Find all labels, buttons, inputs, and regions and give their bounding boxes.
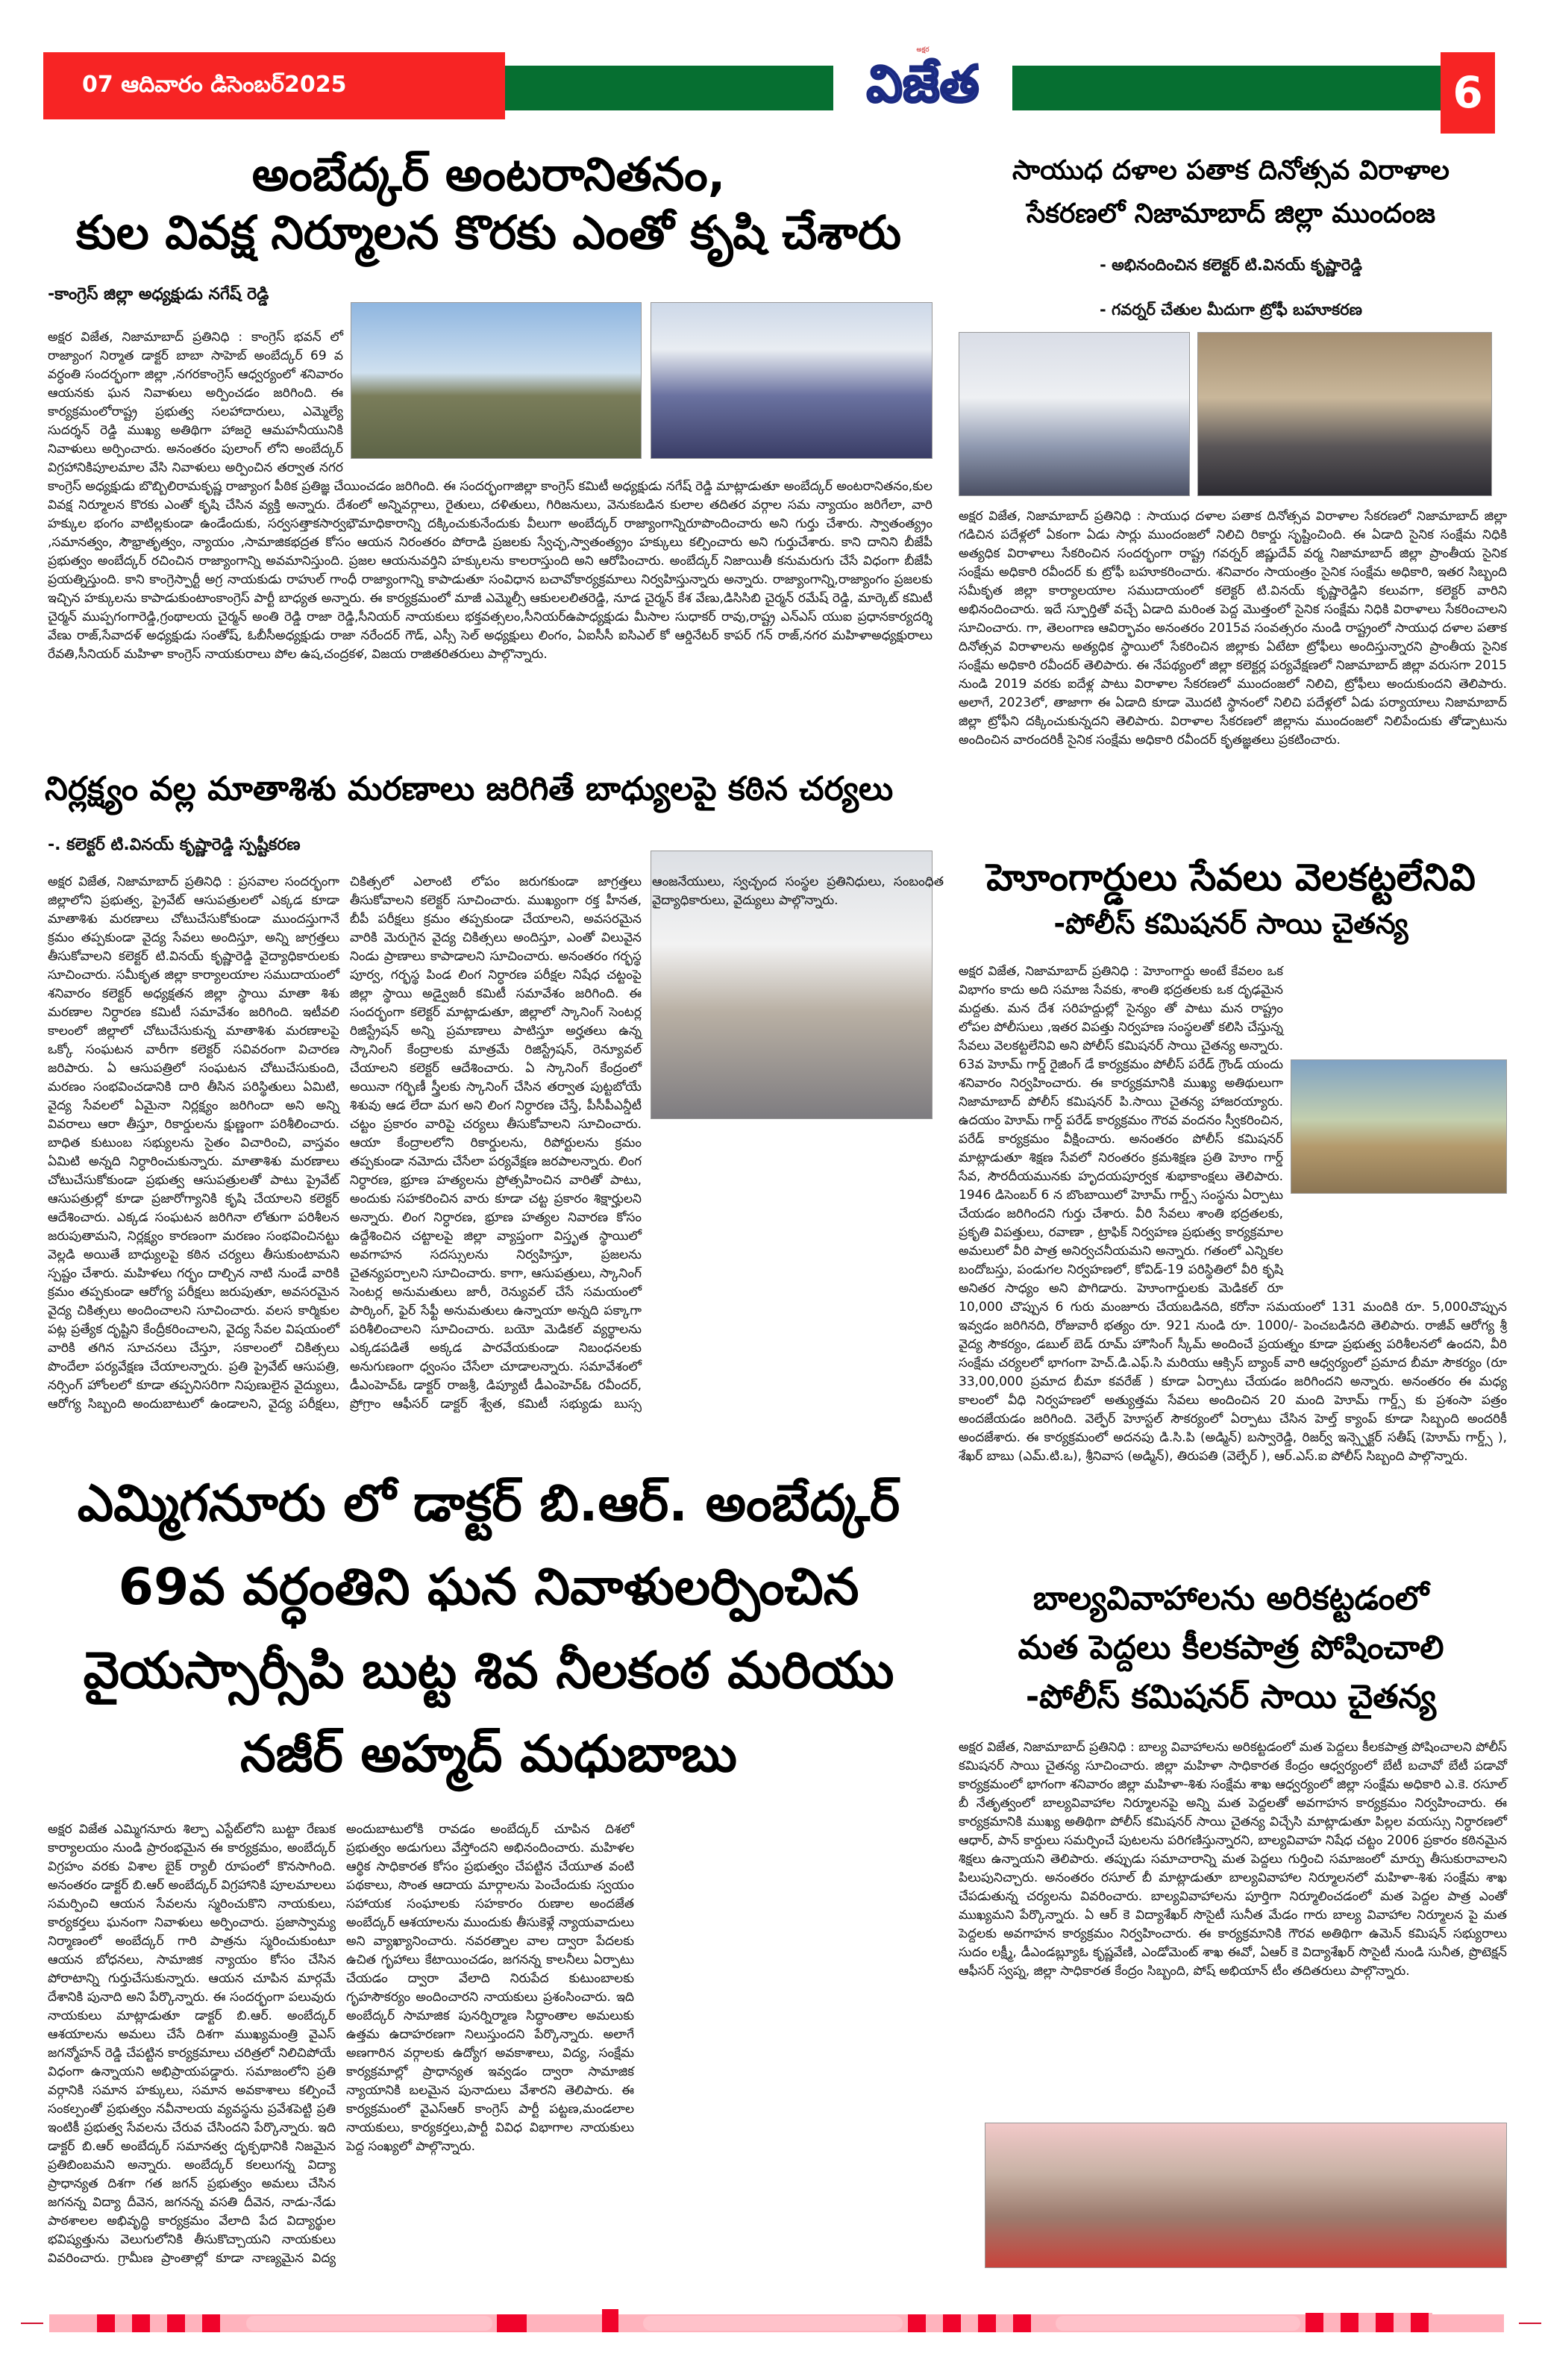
header-band-right (1012, 66, 1441, 110)
article-5-body-text: అక్షర విజేత, నిజామాబాద్ ప్రతినిధి : హెూంగార్డు అంటే కేవలం ఒక విభాగం కాదు అది సమాజ సేవకు, శాంతి భద్రతలకు ఒక దృఢమైన మద్దతు. మన దేశ సరిహద్దుల్లో సైన్యం తో పాటు మన రాష్ట్రం లోపల పోలీసులు ,ఇతర విపత్తు నిర్వహణ సంస్థలతో కలిసి చేస్తున్న సేవలు వెలకట్టలేనివి అని పోలీస్ కమిషనర్ సాయి చైతన్య అన్నారు. 63వ హెూమ్ గార్డ్ రైజింగ్ డే కార్యక్రమం పోలీస్ పరేడ్ గ్రౌండ్ యందు శనివారం నిర్వహించారు. ఈ కార్యక్రమానికి ముఖ్య అతిథులుగా నిజామాబాద్ పోలీస్ కమిషనర్ పి.సాయి చైతన్య హాజరయ్యారు. ఉదయం హెూమ్ గార్డ్ పరేడ్ కార్యక్రమం గౌరవ వందనం స్వీకరించిన, పరేడ్ కార్యక్రమం వీక్షించారు. అనంతరం పోలీస్ కమిషనర్ మాట్లాడుతూ శిక్షణ సేవలో నిరంతరం క్రమశిక్షణ ప్రతి హెూం గార్డ్ సేవ, సౌరదీయమునకు హృదయపూర్వక శుభాకాంక్షలు తెలిపారు. 1946 డిసెంబర్ 6 న బొంబాయిలో హెూమ్ గార్డ్స్ సంస్థను ఏర్పాటు చేయడం జరిగిందని గుర్తు చేశారు. వీరి సేవలు శాంతి భద్రతలకు, ప్రకృతి విపత్తులు, రవాణా , ట్రాఫిక్ నిర్వహణ ప్రభుత్వ కార్యక్రమాల అమలులో వీరి పాత్ర అనిర్వచనీయమని అన్నారు. గతంలో ఎన్నికల బందోబస్తు, పండుగల నిర్వహణలో, కోవిడ్-19 పరిస్థితిలో వీరి కృషి అనితర సాధ్యం అని పొగిడారు. హెూంగార్డులకు మెడికల్ రూ 10,000 చొప్పున 6 గురు మంజూరు చేయబడినది, కరోనా సమయంలో 131 మందికి రూ. 5,000చొప్పున ఇవ్వడం జరిగినది, రోజువారీ భత్యం రూ. 921 నుండి రూ. 1000/- పెంచబడినది తెలిపారు. రాజీవ్ ఆరోగ్య శ్రీ వైద్య సౌకర్యం, డబుల్ బెడ్ రూమ్ హౌసింగ్ స్కీమ్ అందించే ప్రయత్నం కూడా ప్రభుత్వ పరిశీలనలో ఉందని, వీరి సంక్షేమ చర్యలలో భాగంగా హెచ్.డి.ఎఫ్.సి మరియు ఆక్సిస్ బ్యాంక్ వారి ఆధ్వర్యంలో ప్రమాద బీమా సౌకర్యం (రూ 33,00,000 ప్రమాద బీమా కవరేజ్ ) కూడా ఏర్పాటు చేయడం జరిగిందని అన్నారు. అనంతరం ఈ మధ్య కాలంలో వీధి నిర్వహణలో అత్యుత్తమ సేవలు అందించిన 20 మంది హెూమ్ గార్డ్స్ కు ప్రశంసా పత్రం అందజేయడం జరిగింది. వెల్ఫేర్ హెూస్టల్ సౌకర్యంలో ఏర్పాటు చేసిన హెల్త్ క్యాంప్ కూడా సిబ్బంది అందరికీ అందజేశారు. ఈ కార్యక్రమంలో అదనపు డి.సి.పి (అడ్మిన్) బస్వారెడ్డి, రిజర్వ్ ఇన్స్పెక్టర్ సతీష్ (హెూమ్ గార్డ్స్ ), శేఖర్ బాబు (ఎమ్.టి.ఒ), శ్రీనివాస (అడ్మిన్), తిరుపతి (వెల్ఫేర్ ), ఆర్.ఎస్.ఐ పోలీస్ సిబ్బంది పాల్గొన్నారు. (959, 964, 1507, 1464)
footer-bars (602, 2309, 618, 2332)
article-2-byline: -. కలెక్టర్ టి.వినయ్ కృష్ణారెడ్డి స్పష్టీకరణ (48, 836, 301, 854)
headline-line: వైయస్సార్సీపి బుట్ట శివ నీలకంఠ మరియు (83, 1641, 894, 1700)
headline-line: 69వ వర్ధంతిని ఘన నివాళులర్పించిన (118, 1558, 859, 1617)
headline-line: కుల వివక్ష నిర్మూలన కొరకు ఎంతో కృషి చేశారు (75, 204, 902, 260)
article-5-headline: హెూంగార్డులు సేవలు వెలకట్టలేనివి (986, 856, 1476, 899)
subline: - అభినందించిన కలెక్టర్ టి.వినయ్ కృష్ణారెడ్డి (1100, 256, 1362, 274)
subline: - గవర్నర్ చేతుల మీదుగా ట్రోఫీ బహూకరణ (1100, 301, 1362, 319)
logo-title: విజేత (866, 55, 980, 114)
headline-line: మత పెద్దలు కీలకపాత్ర పోషించాలి (1018, 1629, 1444, 1667)
article-5-body (959, 962, 1507, 1559)
photo-spacer (1283, 1056, 1507, 1294)
article-4-sublines (955, 242, 1507, 332)
article-6-photo-meeting (985, 2123, 1507, 2268)
headline-line: -పోలీస్ కమిషనర్ సాయి చైతన్య (1025, 1678, 1437, 1716)
headline-line: సాయుధ దళాల పతాక దినోత్సవ విరాళాల (1012, 155, 1449, 186)
footer-bars (97, 2314, 224, 2332)
footer-bars (497, 2314, 527, 2332)
page-number: 6 (1441, 52, 1495, 134)
article-4-body (959, 507, 1507, 851)
footer-bars (1306, 2313, 1432, 2332)
article-6-headline (955, 1574, 1507, 1722)
footer-bars (908, 2314, 1035, 2332)
issue-date: 07 ఆదివారం డిసెంబర్2025 (82, 72, 347, 98)
article-3-headline (45, 1462, 933, 1797)
headline-line: సేకరణలో నిజామాబాద్ జిల్లా ముందంజ (1026, 198, 1436, 229)
newspaper-logo (833, 46, 1012, 132)
footer-pill (246, 2316, 492, 2331)
article-6-body-text: అక్షర విజేత, నిజామాబాద్ ప్రతినిధి : బాల్య వివాహాలను అరికట్టడంలో మత పెద్దలు కీలకపాత్ర పోషించాలని పోలీస్ కమిషనర్ సాయి చైతన్య సూచించారు. జిల్లా మహిళా సాధికారత కేంద్రం ఆధ్వర్యంలో బేటీ బచావో బేటీ పడావో కార్యక్రమంలో భాగంగా శనివారం జిల్లా మహిళా-శిశు సంక్షేమ శాఖ ఆధ్వర్యంలో జిల్లా సంక్షేమ అధికారి ఎ.కె. రసూల్ బీ నేతృత్వంలో బాల్యవివాహాల నిర్మూలనపై అన్ని మత పెద్దలతో అవగాహన కార్యక్రమం నిర్వహించారు. ఈ కార్యక్రమానికి ముఖ్య అతిథిగా పోలీస్ కమిషనర్ సాయి చైతన్య విచ్చేసి మాట్లాడుతూ పిల్లల వయస్సు నిర్ధారణలో ఆధార్, పాన్ కార్డులు సమర్పించే పుటలను పరిగణిస్తున్నారని, బాల్యవివాహ నిషేధ చట్టం 2006 ప్రకారం కఠినమైన శిక్షలు ఉన్నాయని తెలిపారు. తప్పుడు సమాచారాన్ని మత పెద్దలు గుర్తించి సమాజంలో మార్పు తీసుకురావాలని పిలుపునిచ్చారు. అనంతరం రసూల్ బీ మాట్లాడుతూ బాల్యవివాహాల నిర్మూలనలో మహిళా-శిశు సంక్షేమ శాఖ చేపడుతున్న చర్యలను వివరించారు. బాల్యవివాహాలను పూర్తిగా నిర్మూలించడంలో మత పెద్దల పాత్ర ఎంతో ముఖ్యమని పేర్కొన్నారు. ఏ ఆర్ కె విద్యాశేఖర్ సొసైటీ సునీత మేడం గారు బాల్య వివాహాల నిర్మూలన పై మత పెద్దలకు అవగాహన కార్యక్రమం నిర్వహించారు. ఈ కార్యక్రమానికి గౌరవ అతిథిగా ఉమెన్ కమిషన్ సభ్యురాలు సుదం లక్ష్మీ, డీఎండబ్ల్యూఓ కృష్ణవేణి, ఎండోమెంట్ శాఖ ఈవో, ఏఆర్ కె విద్యాశేఖర్ సొసైటీ నుండి సునీత, ప్రొటెక్షన్ ఆఫీసర్ స్వప్న, జిల్లా సాధికారత కేంద్రం సిబ్బంది, పోష్ అభియాన్ టీం తదితరులు పాల్గొన్నారు. (959, 1740, 1507, 1979)
article-1-byline: -కాంగ్రెస్ జిల్లా అధ్యక్షుడు నగేష్ రెడ్డి (48, 285, 269, 304)
article-4-body-text: అక్షర విజేత, నిజామాబాద్ ప్రతినిధి : సాయుధ దళాల పతాక దినోత్సవ విరాళాల సేకరణలో నిజామాబాద్ జిల్లా గడిచిన పదేళ్లలో ఏకంగా ఏడు సార్లు ముందంజలో నిలిచి రికార్డు సృష్టించింది. ఈ ఏడాది సైనిక సంక్షేమ నిధికి అత్యధిక విరాళాలు సేకరించిన సందర్భంగా రాష్ట్ర గవర్నర్ జిష్ణుదేవ్ వర్మ నిజామాబాద్ జిల్లా ప్రాంతీయ సైనిక సంక్షేమ అధికారి రవీందర్ కు ట్రోఫీ బహూకరించారు. శనివారం సాయంత్రం సైనిక సంక్షేమ అధికారి, ఇతర సిబ్బంది సమీకృత జిల్లా కార్యాలయాల సముదాయంలో కలెక్టర్ టి.వినయ్ కృష్ణారెడ్డిని కలువగా, కలెక్టర్ వారిని అభినందించారు. ఇదే స్ఫూర్తితో వచ్చే ఏడాది మరింత పెద్ద మొత్తంలో సైనిక సంక్షేమ నిధికి విరాళాలు సేకరించాలని సూచించారు. గా, తెలంగాణ ఆవిర్భావం అనంతరం 2015వ సంవత్సరం నుండి రాష్ట్రంలో సాయుధ దళాల పతాక దినోత్సవ విరాళాలను అత్యధిక స్థాయిలో సేకరించిన జిల్లాకు ఏటేటా ట్రోఫీలు అందిస్తున్నారని ప్రాంతీయ సైనిక సంక్షేమ అధికారి రవీందర్ తెలిపారు. ఈ నేపథ్యంలో జిల్లా కలెక్టర్ల పర్యవేక్షణలో నిజామాబాద్ జిల్లా వరుసగా 2015 నుండి 2019 వరకు ఐదేళ్ల పాటు విరాళాల సేకరణలో ముందంజలో నిలిచి, ట్రోఫీలు అందుకుందని తెలిపారు. అలాగే, 2023లో, తాజాగా ఈ ఏడాది కూడా మొదటి స్థానంలో నిలిచి పదేళ్లలో ఏడు పర్యాయాలు నిజామాబాద్ జిల్లా ట్రోఫీని దక్కించుకున్నదని తెలిపారు. విరాళాల సేకరణలో జిల్లాను ముందంజలో నిలిపేందుకు తోడ్పాటును అందించిన వారందరికీ సైనిక సంక్షేమ అధికారి రవీందర్ కృతజ్ఞతలు ప్రకటించారు. (959, 509, 1507, 748)
article-4-photo-collector (959, 332, 1190, 496)
article-2-body (48, 873, 944, 1425)
article-1-headline (45, 145, 933, 261)
photo-spacer (343, 328, 933, 463)
article-5-byline: -పోలీస్ కమిషనర్ సాయి చైతన్య (1053, 907, 1408, 940)
header-band-left (505, 66, 833, 110)
article-2-headline: నిర్లక్ష్యం వల్ల మాతాశిశు మరణాలు జరిగితే బాధ్యులపై కఠిన చర్యలు (45, 770, 894, 808)
article-4-headline (955, 149, 1507, 236)
headline-line: ఎమ్మిగనూరు లో డాక్టర్ బి.ఆర్. అంబేద్కర్ (77, 1474, 900, 1533)
article-6-body (959, 1738, 1507, 2119)
footer-pill (1056, 2316, 1300, 2331)
article-3-body (48, 1820, 933, 2268)
crop-mark (1519, 2323, 1541, 2324)
logo-prefix: అక్షర (916, 46, 930, 54)
article-1-body-col1 (48, 328, 933, 761)
article-1-body: అక్షర విజేత, నిజామాబాద్ ప్రతినిధి : కాంగ్రెస్ భవన్ లో రాజ్యాంగ నిర్మాత డాక్టర్ బాబా సాహెబ్ అంబేద్కర్ 69 వ వర్ధంతి సందర్భంగా జిల్లా ,నగరకాంగ్రెస్ ఆధ్వర్యంలో శనివారం ఆయనకు ఘన నివాళులు అర్పించడం జరిగింది. ఈ కార్యక్రమంలోరాష్ట్ర ప్రభుత్వ సలహాదారులు, ఎమ్మెల్యే సుదర్శన్ రెడ్డి ముఖ్య అతిథిగా హాజరై ఆమహనీయునికి నివాళులు అర్పించారు. అనంతరం పులాంగ్ లోని అంబేద్కర్ విగ్రహానికిపూలమాల వేసి నివాళులు అర్పించిన తర్వాత నగర కాంగ్రెస్ అధ్యక్షుడు బొబ్బిలిరామకృష్ణ రాజ్యాంగ పీఠిక ప్రతిజ్ఞ చేయించడం జరిగింది. ఈ సందర్భంగాజిల్లా కాంగ్రెస్ కమిటీ అధ్యక్షుడు నగేష్ రెడ్డి మాట్లాడుతూ అంబేద్కర్ అంటరానితనం,కుల వివక్ష నిర్మూలన కొరకు ఎంతో కృషి చేసిన వ్యక్తి అన్నారు. దేశంలో అన్నివర్గాలు, రైతులు, దళితులు, గిరిజనులు, వెనుకబడిన కులాల తదితర వర్గాల సమ న్యాయం జరిగేలా, వారి హక్కుల భంగం వాటిల్లకుండా ఉండేందుకు, సర్వసత్తాకసార్వభౌమాధికారాన్ని దక్కించుకునేందుకు వీలుగా అంబేద్కర్ రాజ్యాంగాన్నిరూపొందించారు అని గుర్తు చేశారు. స్వాతంత్య్రం ,సమానత్వం, సౌభ్రాతృత్వం, న్యాయం ,సామాజికభద్రత కోసం ఆయన నిరంతరం పోరాడి ప్రజలకు స్వేచ్ఛ,స్వాతంత్య్రం హక్కులు కల్పించారు అని గుర్తుచేశారు. కాని దానిని బీజేపీ ప్రభుత్వం అంబేద్కర్ రచించిన రాజ్యాంగాన్ని అవమానిస్తుంది. ప్రజల ఆయనువర్తిని హక్కులను కాలరాస్తుంది అని ఆరోపించారు. అంబేద్కర్ నిజాయితీ కనుమరుగు చేసే విధంగా బీజేపీ ప్రయత్నిస్తుంది. కాని కాంగ్రెస్పార్టీ అగ్ర నాయకుడు రాహుల్ గాంధీ రాజ్యాంగాన్ని కాపాడుతూ సంవిధాన బచావోకార్యక్రమాలు నిర్వహిస్తున్నారు అన్నారు. రాజ్యాంగాన్ని,రాజ్యాంగం ప్రజలకు ఇచ్చిన హక్కులను కాపాడుకుంటాంకాంగ్రెస్ పార్టీ బాధ్యత అన్నారు. ఈ కార్యక్రమంలో మాజీ ఎమ్మెల్సీ ఆకులలలితరెడ్డి, నూడ చైర్మన్ కేశ వేణు,డిసిసిబి చైర్మన్ రమేష్ రెడ్డి, మార్కెట్ కమిటీ చైర్మన్ ముప్పగంగారెడ్డి,గ్రంథాలయ చైర్మన్ అంతి రెడ్డి రాజా రెడ్డి,సీనియర్ నాయకులు భక్తవత్సలం,సీనియర్ఉపాధ్యక్షుడు మీసాల సుధాకర్ రావు,రాష్ట్ర ఎన్ఎస్ యుఐ ప్రధానకార్యదర్శి వేణు రాజ్,సేవాదళ్ అధ్యక్షుడు సంతోష్, ఓబీసీఅధ్యక్షుడు రాజా నరేందర్ గౌడ్, ఎస్సీ సెల్ అధ్యక్షులు లింగం, ఏఐసీసీ ఐసిఎల్ కో ఆర్డినేటర్ కాపర్ గన్ రాజ్,నగర మహిళాఅధ్యక్షురాలు రేవతి,సీనియర్ మహిళా కాంగ్రెస్ నాయకురాలు పోల ఉష,చంద్రకళ, విజయ రాజితరితరులు పాల్గొన్నారు. (48, 330, 933, 662)
article-4-photo-governor (1197, 332, 1492, 496)
headline-line: బాల్యవివాహాలను అరికట్టడంలో (1032, 1579, 1429, 1618)
article-2-body-text: అక్షర విజేత, నిజామాబాద్ ప్రతినిధి : ప్రసవాల సందర్భంగా జిల్లాలోని ప్రభుత్వ, ప్రైవేట్ ఆసుపత్రులలో ఎక్కడ కూడా మాతాశిశు మరణాలు చోటుచేసుకోకుండా ముందస్తుగానే క్రమం తప్పకుండా వైద్య సేవలు అందిస్తూ, అన్ని జాగ్రత్తలు తీసుకోవాలని కలెక్టర్ టి.వినయ్ కృష్ణారెడ్డి వైద్యాధికారులకు సూచించారు. సమీకృత జిల్లా కార్యాలయాల సముదాయంలో శనివారం కలెక్టర్ అధ్యక్షతన జిల్లా స్థాయి మాతా శిశు మరణాల నిర్ధారణ కమిటీ సమావేశం జరిగింది. ఇటీవలి కాలంలో జిల్లాలో చోటుచేసుకున్న మాతాశిశు మరణాలపై ఒక్కో సంఘటన వారీగా కలెక్టర్ సవివరంగా విచారణ జరిపారు. ఏ ఆసుపత్రిలో సంఘటన చోటుచేసుకుంది, మరణం సంభవించడానికి దారి తీసిన పరిస్థితులు ఏమిటి, వైద్య సేవలలో ఏమైనా నిర్లక్ష్యం జరిగిందా అని అన్ని వివరాలు ఆరా తీస్తూ, రికార్డులను క్షుణ్ణంగా పరిశీలించారు. బాధిత కుటుంబ సభ్యులను సైతం విచారించి, వాస్తవం ఏమిటి అన్నది నిర్ధారించుకున్నారు. మాతాశిశు మరణాలు చోటుచేసుకోకుండా ప్రభుత్వ ఆసుపత్రులతో పాటు ప్రైవేట్ ఆసుపత్రుల్లో కూడా ప్రజారోగ్యానికి కృషి చేయాలని కలెక్టర్ ఆదేశించారు. ఎక్కడ సంఘటన జరిగినా లోతుగా పరిశీలన జరుపుతామని, నిర్లక్ష్యం కారణంగా మరణం సంభవించినట్టు వెల్లడి అయితే బాధ్యులపై కఠిన చర్యలు తీసుకుంటామని స్పష్టం చేశారు. మహిళలు గర్భం దాల్చిన నాటి నుండే వారికి క్రమం తప్పకుండా ఆరోగ్య పరీక్షలు జరుపుతూ, అవసరమైన వైద్య చికిత్సలు అందించాలని సూచించారు. వలస కార్మికుల పట్ల ప్రత్యేక దృష్టిని కేంద్రీకరించాలని, వైద్య సేవల విషయంలో వారికి తగిన సూచనలు చేస్తూ, సకాలంలో చికిత్సలు పొందేలా పర్యవేక్షణ చేయాలన్నారు. ప్రతి ప్రైవేట్ ఆసుపత్రి, నర్సింగ్ హోంలలో కూడా తప్పనిసరిగా నిపుణులైన వైద్యులు, ఆరోగ్య సిబ్బంది అందుబాటులో ఉండాలని, వైద్య పరీక్షలు, చికిత్సలో ఎలాంటి లోపం జరుగకుండా జాగ్రత్తలు తీసుకోవాలని కలెక్టర్ సూచించారు. ముఖ్యంగా రక్త హీనత, బీపీ పరీక్షలు క్రమం తప్పకుండా చేయాలని, అవసరమైన వారికి మెరుగైన వైద్య చికిత్సలు అందిస్తూ, ఎంతో విలువైన నిండు ప్రాణాలు కాపాడాలని సూచించారు. అనంతరం గర్భస్థ పూర్వ, గర్భస్థ పిండ లింగ నిర్ధారణ పరీక్షల నిషేధ చట్టంపై జిల్లా స్థాయి అడ్వైజరీ కమిటీ సమావేశం జరిగింది. ఈ సందర్భంగా కలెక్టర్ మాట్లాడుతూ, జిల్లాలో స్కానింగ్ సెంటర్ల రిజిస్ట్రేషన్ అన్ని ప్రమాణాలు పాటిస్తూ అర్హతలు ఉన్న స్కానింగ్ కేంద్రాలకు మాత్రమే రిజిస్ట్రేషన్, రెన్యూవల్ చేయాలని కలెక్టర్ ఆదేశించారు. ఏ స్కానింగ్ కేంద్రంలో అయినా గర్భిణీ స్త్రీలకు స్కానింగ్ చేసిన తర్వాత పుట్టబోయే శిశువు ఆడ లేదా మగ అని లింగ నిర్ధారణ చేస్తే, పీసీపీఎన్డీటీ చట్టం ప్రకారం వారిపై చర్యలు తీసుకోవాలని సూచించారు. ఆయా కేంద్రాలలోని రికార్డులను, రిపోర్టులను క్రమం తప్పకుండా నమోదు చేసేలా పర్యవేక్షణ జరపాలన్నారు. లింగ నిర్ధారణ, భ్రూణ హత్యలను ప్రోత్సహించిన వారితో పాటు, అందుకు సహకరించిన వారు కూడా చట్ట ప్రకారం శిక్షార్హులని అన్నారు. లింగ నిర్ధారణ, భ్రూణ హత్యల నివారణ కోసం ఉద్దేశించిన చట్టాలపై జిల్లా వ్యాప్తంగా విస్తృత స్థాయిలో అవగాహన సదస్సులను నిర్వహిస్తూ, ప్రజలను చైతన్యపర్చాలని సూచించారు. కాగా, ఆసుపత్రులు, స్కానింగ్ సెంటర్ల అనుమతులు జారీ, రెన్యువల్ చేసే సమయంలో పార్కింగ్, ఫైర్ సేఫ్టీ అనుమతులు ఉన్నాయా అన్నది పక్కాగా పరిశీలించాలని సూచించారు. బయో మెడికల్ వ్యర్థాలను ఎక్కడపడితే అక్కడ పారవేయకుండా నిబంధనలకు అనుగుణంగా ధ్వంసం చేసేలా చూడాలన్నారు. సమావేశంలో డీఎంహెచ్ఓ డాక్టర్ రాజశ్రీ, డిప్యూటీ డీఎంహెచ్ఓ రవీందర్, ప్రోగ్రాం ఆఫీసర్ డాక్టర్ శ్వేత, కమిటీ సభ్యుడు బుస్స ఆంజనేయులు, స్వచ్ఛంద సంస్థల ప్రతినిధులు, సంబంధిత వైద్యాధికారులు, వైద్యులు పాల్గొన్నారు. (48, 874, 944, 1412)
headline-line: అంబేద్కర్ అంటరానితనం, (251, 147, 726, 201)
date-banner (43, 52, 505, 119)
footer-pill (643, 2316, 903, 2331)
crop-mark (21, 2323, 43, 2324)
article-3-body-text: అక్షర విజేత ఎమ్మిగనూరు శిల్పా ఎస్టేట్‌లోని బుట్టా రేణుక కార్యాలయం నుండి ప్రారంభమైన ఈ కార్యక్రమం, అంబేద్కర్ విగ్రహం వరకు విశాల బైక్ ర్యాలీ రూపంలో కొనసాగింది. అనంతరం డాక్టర్ బి.ఆర్ అంబేద్కర్ విగ్రహానికి పూలమాలలు సమర్పించి ఆయన సేవలను స్మరించుకొని నాయకులు, కార్యకర్తలు ఘనంగా నివాళులు అర్పించారు. ప్రజాస్వామ్య నిర్మాణంలో అంబేద్కర్ గారి పాత్రను స్మరించుకుంటూ ఆయన బోధనలు, సామాజిక న్యాయం కోసం చేసిన పోరాటాన్ని గుర్తుచేసుకున్నారు. ఆయన చూపిన మార్గమే దేశానికి పునాది అని పేర్కొన్నారు. ఈ సందర్భంగా పలువురు నాయకులు మాట్లాడుతూ డాక్టర్ బి.ఆర్. అంబేద్కర్ ఆశయాలను అమలు చేసే దిశగా ముఖ్యమంత్రి వైఎస్ జగన్మోహన్ రెడ్డి చేపట్టిన కార్యక్రమాలు చరిత్రలో నిలిచిపోయే విధంగా ఉన్నాయని అభిప్రాయపడ్డారు. సమాజంలోని ప్రతి వర్గానికి సమాన హక్కులు, సమాన అవకాశాలు కల్పించే సంకల్పంతో ప్రభుత్వం నవీనాలయ వ్యవస్థను ప్రవేశపెట్టి ప్రతి ఇంటికీ ప్రభుత్వ సేవలను చేరువ చేసిందని పేర్కొన్నారు. ఇది డాక్టర్ బి.ఆర్ అంబేద్కర్ సమానత్వ దృక్పథానికి నిజమైన ప్రతిబింబమని అన్నారు. అంబేద్కర్ కలలుగన్న విద్యా ప్రాధాన్యత దిశగా గత జగన్ ప్రభుత్వం అమలు చేసిన జగనన్న విద్యా దీవెన, జగనన్న వసతి దీవెన, నాడు-నేడు పాఠశాలల అభివృద్ధి కార్యక్రమం వేలాది పేద విద్యార్థుల భవిష్యత్తును వెలుగులోనికి తీసుకొచ్చాయని నాయకులు వివరించారు. గ్రామీణ ప్రాంతాల్లో కూడా నాణ్యమైన విద్య అందుబాటులోకి రావడం అంబేద్కర్ చూపిన దిశలో ప్రభుత్వం అడుగులు వేస్తోందని అభినందించారు. మహిళల ఆర్థిక సాధికారత కోసం ప్రభుత్వం చేపట్టిన చేయూత వంటి పథకాలు, సొంత ఆదాయ మార్గాలను పెంచేందుకు స్వయం సహాయక సంఘాలకు సహకారం రుణాల అందజేత అంబేద్కర్ ఆశయాలను ముందుకు తీసుకెళ్లే న్యాయవాదులు అని వ్యాఖ్యానించారు. నవరత్నాల వాల ద్వారా పేదలకు ఉచిత గృహాలు కేటాయించడం, జగనన్న కాలనీలు ఏర్పాటు చేయడం ద్వారా వేలాది నిరుపేద కుటుంబాలకు గృహసౌకర్యం అందించారని నాయకులు ప్రశంసించారు. ఇది అంబేద్కర్ సామాజిక పునర్నిర్మాణ సిద్ధాంతాల అమలుకు ఉత్తమ ఉదాహరణగా నిలుస్తుందని పేర్కొన్నారు. అలాగే అణగారిన వర్గాలకు ఉద్యోగ అవకాశాలు, విద్య, సంక్షేమ కార్యక్రమాల్లో ప్రాధాన్యత ఇవ్వడం ద్వారా సామాజిక న్యాయానికి బలమైన పునాదులు వేశారని తెలిపారు. ఈ కార్యక్రమంలో వైఎస్ఆర్ కాంగ్రెస్ పార్టీ పట్టణ,మండలాల నాయకులు, కార్యకర్తలు,పార్టీ వివిధ విభాగాల నాయకులు పెద్ద సంఖ్యలో పాల్గొన్నారు. (48, 1822, 634, 2266)
headline-line: నజీర్ అహ్మద్ మధుబాబు (240, 1725, 737, 1784)
